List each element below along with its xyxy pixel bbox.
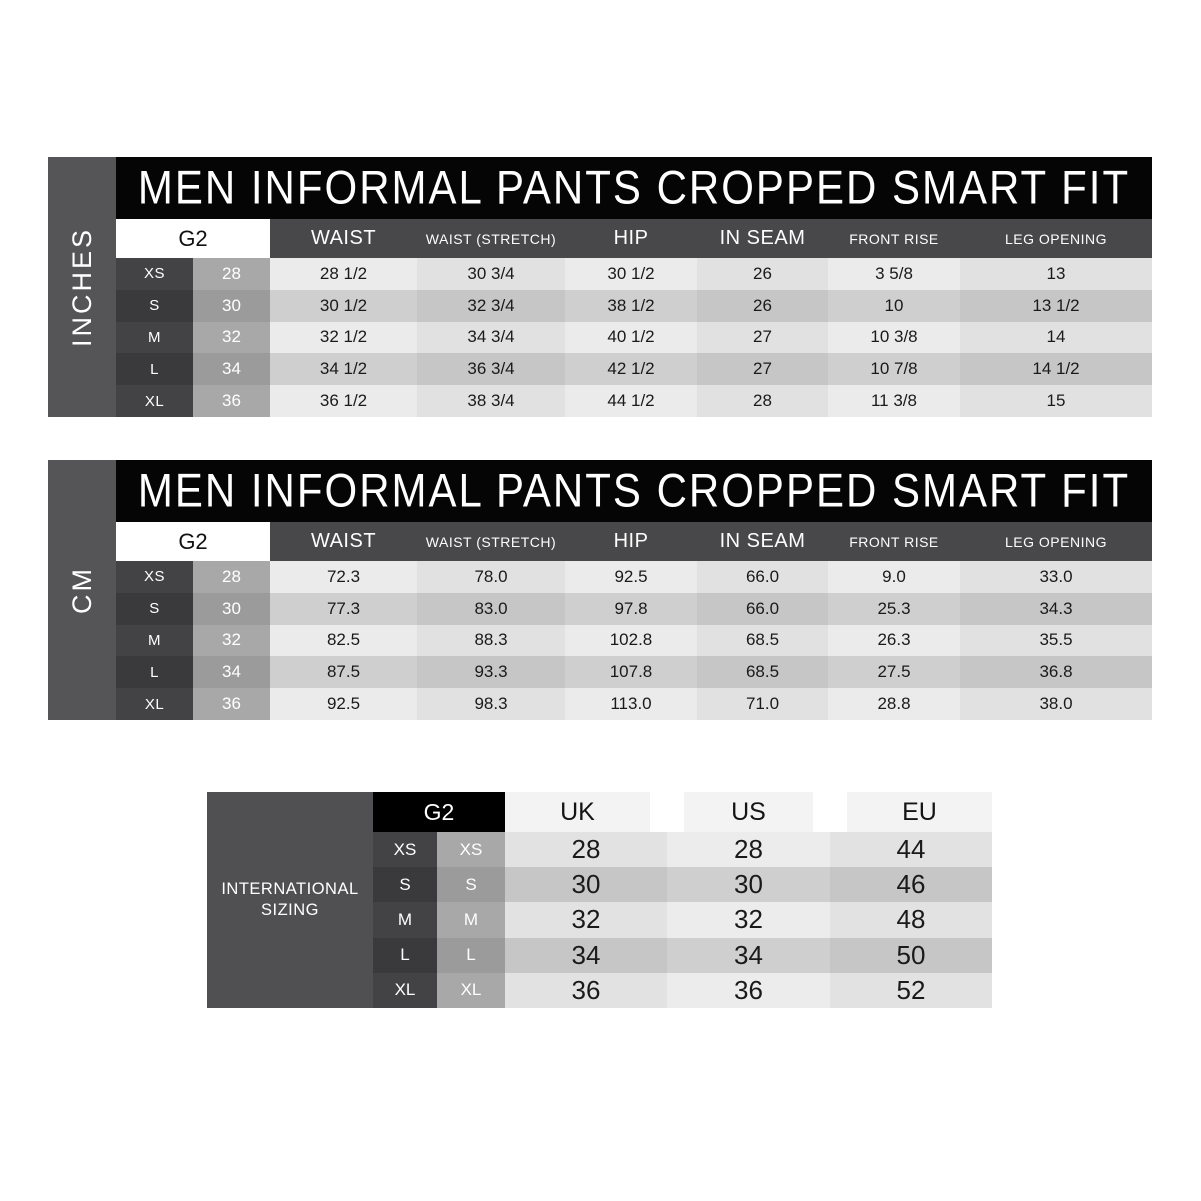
cm-size-table	[48, 460, 1152, 720]
region-header-eu: EU	[830, 792, 992, 832]
inches-value-cell-s-hip: 38 1/2	[565, 290, 697, 322]
inches-value-cell-m-hip: 40 1/2	[565, 322, 697, 354]
cm-value-cell-xs-waist: 72.3	[270, 561, 417, 593]
cm-value-cell-xs-leg-opening: 33.0	[960, 561, 1152, 593]
inches-value-cell-m-waist-stretch: 34 3/4	[417, 322, 565, 354]
cm-column-header-front-rise: FRONT RISE	[828, 522, 960, 561]
international-value-cell-l-us: 34	[667, 938, 830, 973]
international-size-label-cell-xs: XS	[373, 832, 437, 867]
international-size-label-cell-s: S	[373, 867, 437, 902]
international-g2-size-cell-xl: XL	[437, 973, 505, 1008]
inches-unit-sidebar	[48, 157, 116, 417]
international-size-label-cell-l: L	[373, 938, 437, 973]
inches-g2-value-cell-s: 30	[193, 290, 270, 322]
inches-value-cell-l-waist-stretch: 36 3/4	[417, 353, 565, 385]
region-header-us: US	[667, 792, 830, 832]
inches-value-cell-s-front-rise: 10	[828, 290, 960, 322]
cm-value-cell-xs-waist-stretch: 78.0	[417, 561, 565, 593]
cm-value-cell-l-waist: 87.5	[270, 656, 417, 688]
cm-g2-value-cell-s: 30	[193, 593, 270, 625]
inches-g2-value-cell-m: 32	[193, 322, 270, 354]
inches-value-cell-xs-waist: 28 1/2	[270, 258, 417, 290]
cm-g2-header-cell: G2	[116, 522, 270, 561]
cm-value-cell-l-in-seam: 68.5	[697, 656, 828, 688]
international-value-cell-s-eu: 46	[830, 867, 992, 902]
international-value-cell-m-eu: 48	[830, 902, 992, 937]
inches-value-cell-xl-in-seam: 28	[697, 385, 828, 417]
cm-g2-value-cell-l: 34	[193, 656, 270, 688]
inches-value-cell-s-in-seam: 26	[697, 290, 828, 322]
cm-value-cell-s-waist: 77.3	[270, 593, 417, 625]
cm-value-cell-xl-front-rise: 28.8	[828, 688, 960, 720]
inches-column-header-hip: HIP	[565, 219, 697, 258]
international-g2-size-cell-l: L	[437, 938, 505, 973]
international-value-cell-xs-us: 28	[667, 832, 830, 867]
inches-g2-value-cell-l: 34	[193, 353, 270, 385]
inches-value-cell-m-front-rise: 10 3/8	[828, 322, 960, 354]
inches-value-cell-xs-in-seam: 26	[697, 258, 828, 290]
inches-value-cell-xl-leg-opening: 15	[960, 385, 1152, 417]
cm-value-cell-xl-in-seam: 71.0	[697, 688, 828, 720]
cm-value-cell-xs-in-seam: 66.0	[697, 561, 828, 593]
inches-value-cell-l-front-rise: 10 7/8	[828, 353, 960, 385]
inches-value-cell-s-waist-stretch: 32 3/4	[417, 290, 565, 322]
cm-value-cell-s-leg-opening: 34.3	[960, 593, 1152, 625]
inches-size-label-cell-m: M	[116, 322, 193, 354]
cm-value-cell-xs-hip: 92.5	[565, 561, 697, 593]
inches-title-text: MEN INFORMAL PANTS CROPPED SMART FIT	[137, 161, 1131, 214]
international-g2-size-cell-xs: XS	[437, 832, 505, 867]
cm-unit-label: CM	[66, 565, 97, 614]
cm-value-cell-xl-leg-opening: 38.0	[960, 688, 1152, 720]
inches-size-label-cell-xl: XL	[116, 385, 193, 417]
inches-size-label-cell-s: S	[116, 290, 193, 322]
international-sizing-table	[207, 792, 992, 1008]
cm-value-cell-l-leg-opening: 36.8	[960, 656, 1152, 688]
inches-value-cell-s-waist: 30 1/2	[270, 290, 417, 322]
cm-size-label-cell-xs: XS	[116, 561, 193, 593]
inches-value-cell-l-hip: 42 1/2	[565, 353, 697, 385]
cm-column-header-waist-stretch: WAIST (STRETCH)	[417, 522, 565, 561]
inches-value-cell-m-in-seam: 27	[697, 322, 828, 354]
international-g2-size-cell-m: M	[437, 902, 505, 937]
cm-column-header-waist: WAIST	[270, 522, 417, 561]
inches-value-cell-xs-hip: 30 1/2	[565, 258, 697, 290]
cm-value-cell-s-front-rise: 25.3	[828, 593, 960, 625]
international-value-cell-xl-eu: 52	[830, 973, 992, 1008]
international-value-cell-m-uk: 32	[505, 902, 667, 937]
international-size-label-cell-m: M	[373, 902, 437, 937]
cm-value-cell-xl-waist: 92.5	[270, 688, 417, 720]
cm-value-cell-l-waist-stretch: 93.3	[417, 656, 565, 688]
cm-value-cell-xl-waist-stretch: 98.3	[417, 688, 565, 720]
cm-value-cell-m-front-rise: 26.3	[828, 625, 960, 657]
international-value-cell-xl-us: 36	[667, 973, 830, 1008]
cm-value-cell-m-waist-stretch: 88.3	[417, 625, 565, 657]
inches-value-cell-xl-waist: 36 1/2	[270, 385, 417, 417]
inches-value-cell-l-waist: 34 1/2	[270, 353, 417, 385]
cm-title-bar	[116, 460, 1152, 522]
inches-g2-header-cell: G2	[116, 219, 270, 258]
cm-column-header-in-seam: IN SEAM	[697, 522, 828, 561]
inches-value-cell-xl-waist-stretch: 38 3/4	[417, 385, 565, 417]
international-value-cell-xs-uk: 28	[505, 832, 667, 867]
inches-value-cell-xs-waist-stretch: 30 3/4	[417, 258, 565, 290]
inches-size-table	[48, 157, 1152, 417]
international-sizing-label-line2: SIZING	[260, 900, 319, 919]
cm-value-cell-m-in-seam: 68.5	[697, 625, 828, 657]
international-value-cell-xs-eu: 44	[830, 832, 992, 867]
inches-column-header-leg-opening: LEG OPENING	[960, 219, 1152, 258]
international-sizing-label-line1: INTERNATIONAL	[221, 879, 359, 898]
inches-column-header-waist-stretch: WAIST (STRETCH)	[417, 219, 565, 258]
cm-size-label-cell-l: L	[116, 656, 193, 688]
international-g2-header-cell: G2	[373, 792, 505, 832]
international-value-cell-s-uk: 30	[505, 867, 667, 902]
cm-value-cell-m-leg-opening: 35.5	[960, 625, 1152, 657]
international-value-cell-xl-uk: 36	[505, 973, 667, 1008]
cm-value-cell-s-hip: 97.8	[565, 593, 697, 625]
inches-g2-value-cell-xs: 28	[193, 258, 270, 290]
international-g2-size-cell-s: S	[437, 867, 505, 902]
cm-title-text: MEN INFORMAL PANTS CROPPED SMART FIT	[137, 464, 1131, 517]
inches-size-label-cell-l: L	[116, 353, 193, 385]
international-value-cell-s-us: 30	[667, 867, 830, 902]
inches-value-cell-xl-hip: 44 1/2	[565, 385, 697, 417]
inches-value-cell-xs-front-rise: 3 5/8	[828, 258, 960, 290]
inches-column-header-waist: WAIST	[270, 219, 417, 258]
inches-unit-label: INCHES	[66, 226, 97, 347]
inches-g2-value-cell-xl: 36	[193, 385, 270, 417]
cm-size-label-cell-xl: XL	[116, 688, 193, 720]
cm-value-cell-m-waist: 82.5	[270, 625, 417, 657]
inches-value-cell-xs-leg-opening: 13	[960, 258, 1152, 290]
inches-value-cell-m-waist: 32 1/2	[270, 322, 417, 354]
inches-column-header-front-rise: FRONT RISE	[828, 219, 960, 258]
inches-value-cell-l-in-seam: 27	[697, 353, 828, 385]
cm-value-cell-s-in-seam: 66.0	[697, 593, 828, 625]
inches-value-cell-s-leg-opening: 13 1/2	[960, 290, 1152, 322]
cm-value-cell-xl-hip: 113.0	[565, 688, 697, 720]
cm-value-cell-l-front-rise: 27.5	[828, 656, 960, 688]
cm-g2-value-cell-m: 32	[193, 625, 270, 657]
inches-column-header-in-seam: IN SEAM	[697, 219, 828, 258]
international-sizing-block	[207, 792, 373, 1008]
international-size-label-cell-xl: XL	[373, 973, 437, 1008]
international-value-cell-m-us: 32	[667, 902, 830, 937]
cm-g2-value-cell-xl: 36	[193, 688, 270, 720]
cm-value-cell-xs-front-rise: 9.0	[828, 561, 960, 593]
cm-value-cell-m-hip: 102.8	[565, 625, 697, 657]
cm-value-cell-l-hip: 107.8	[565, 656, 697, 688]
inches-size-label-cell-xs: XS	[116, 258, 193, 290]
cm-size-label-cell-m: M	[116, 625, 193, 657]
inches-title-bar	[116, 157, 1152, 219]
cm-value-cell-s-waist-stretch: 83.0	[417, 593, 565, 625]
international-value-cell-l-uk: 34	[505, 938, 667, 973]
inches-value-cell-m-leg-opening: 14	[960, 322, 1152, 354]
inches-value-cell-l-leg-opening: 14 1/2	[960, 353, 1152, 385]
cm-size-label-cell-s: S	[116, 593, 193, 625]
cm-column-header-hip: HIP	[565, 522, 697, 561]
international-value-cell-l-eu: 50	[830, 938, 992, 973]
region-header-uk: UK	[505, 792, 667, 832]
cm-g2-value-cell-xs: 28	[193, 561, 270, 593]
cm-unit-sidebar	[48, 460, 116, 720]
cm-column-header-leg-opening: LEG OPENING	[960, 522, 1152, 561]
inches-value-cell-xl-front-rise: 11 3/8	[828, 385, 960, 417]
